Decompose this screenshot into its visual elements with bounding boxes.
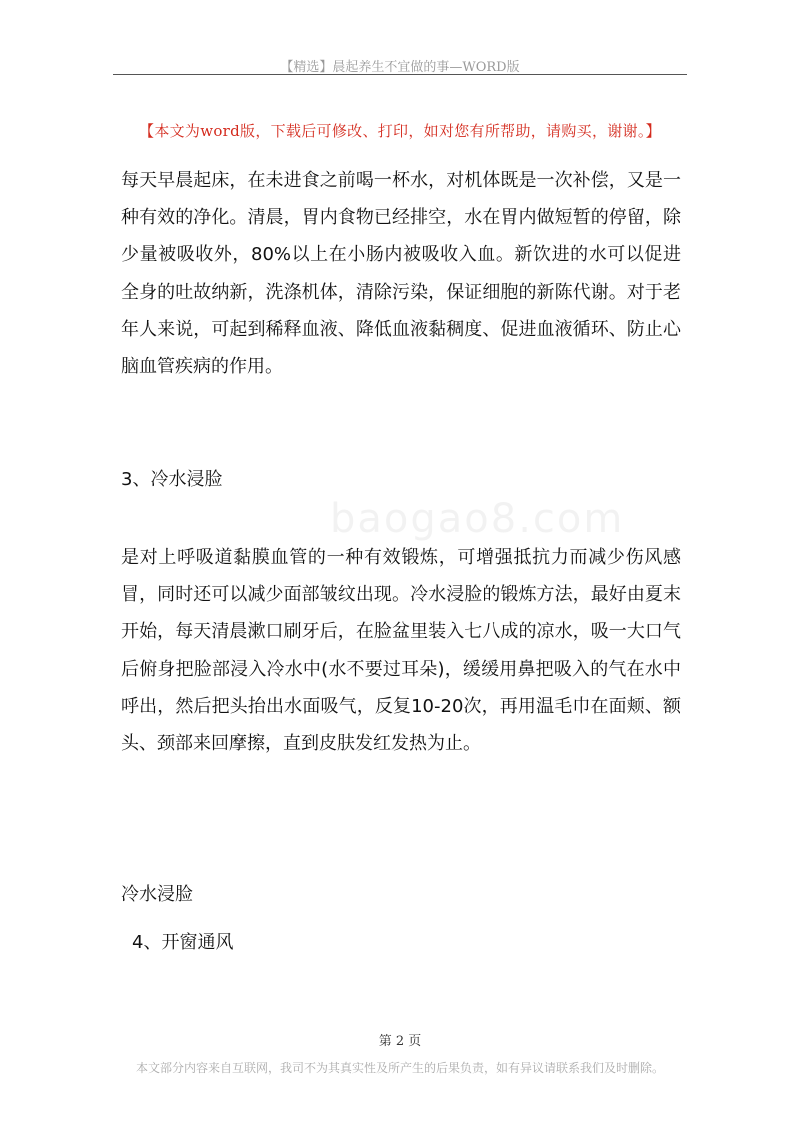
footer-disclaimer: 本文部分内容来自互联网，我司不为其真实性及所产生的后果负责，如有异议请联系我们及时删除。 — [135, 1061, 664, 1075]
watermark: baogao8.com — [330, 496, 625, 542]
section-heading-ventilation: 4、开窗通风 — [132, 932, 234, 953]
image-caption: 冷水浸脸 — [121, 884, 193, 905]
page-header-title: 【精选】晨起养生不宜做的事—WORD版 — [280, 60, 520, 75]
paragraph-drinking-water: 每天早晨起床，在未进食之前喝一杯水，对机体既是一次补偿，又是一种有效的净化。清晨，胃内食物已经排空，水在胃内做短暂的停留，除少量被吸收外，80%以上在小肠内被吸收入血。新饮进的水可以促进全身的吐故纳新，洗涤机体，清除污染，保证细胞的新陈代谢。对于老年人来说，可起到稀释血液、降低血液黏稠度、促进血液循环、防止心脑血管疾病的作用。 — [121, 170, 681, 378]
purchase-notice: 【本文为word版，下载后可修改、打印，如对您有所帮助，请购买，谢谢。】 — [139, 122, 661, 140]
page-number: 第 2 页 — [378, 1034, 422, 1049]
section-heading-cold-water-face: 3、冷水浸脸 — [121, 469, 223, 490]
header-divider — [113, 74, 687, 75]
paragraph-cold-water-face: 是对上呼吸道黏膜血管的一种有效锻炼，可增强抵抗力而减少伤风感冒，同时还可以减少面部皱纹出现。冷水浸脸的锻炼方法，最好由夏末开始，每天清晨漱口刷牙后，在脸盆里装入七八成的凉水，吸一大口气后俯身把脸部浸入冷水中(水不要过耳朵)，缓缓用鼻把吸入的气在水中呼出，然后把头抬出水面吸气，反复10-20次，再用温毛巾在面颊、额头、颈部来回摩擦，直到皮肤发红发热为止。 — [121, 547, 681, 755]
